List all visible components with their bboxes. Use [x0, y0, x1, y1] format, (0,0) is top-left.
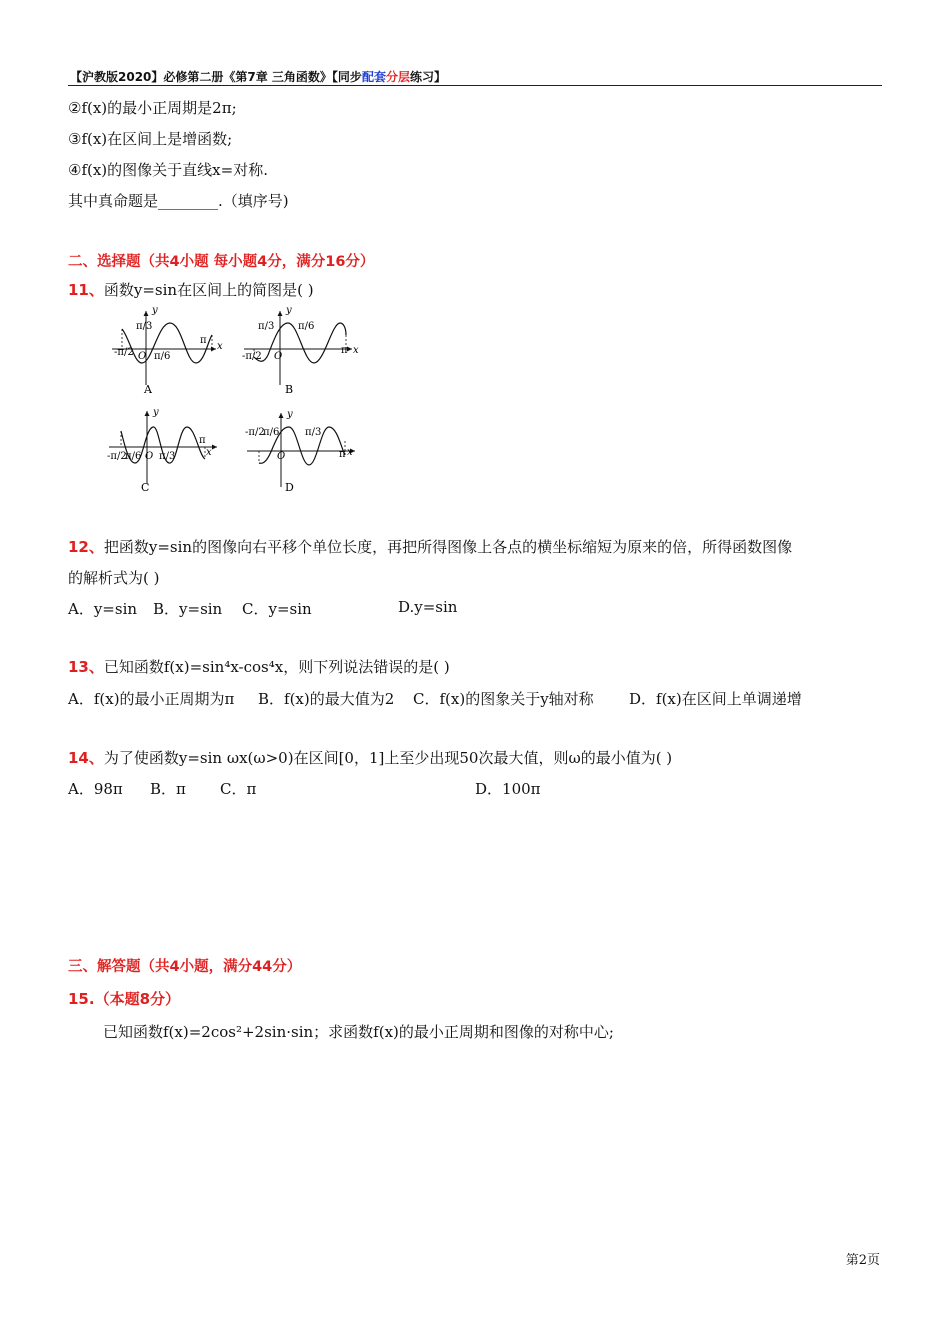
graph-caption: D	[285, 481, 294, 494]
y-axis-label: y	[287, 409, 293, 420]
q13-option-d: D．f(x)在区间上单调递增	[629, 690, 802, 708]
tick-label: π/3	[136, 321, 153, 332]
page-header: 【沪教版2020】必修第二册《第7章 三角函数》【同步配套分层练习】	[70, 70, 446, 84]
question-12-line2: 的解析式为( )	[68, 569, 160, 587]
q12-option-c: C．y=sin	[242, 600, 312, 618]
y-axis-label: y	[152, 305, 158, 316]
y-axis-label: y	[286, 305, 292, 316]
section-2-title: 二、选择题（共4小题 每小题4分，满分16分）	[68, 254, 375, 270]
origin-label: O	[274, 351, 283, 362]
tick-label: -π/2	[242, 351, 262, 362]
tick-label: π	[339, 449, 346, 460]
tick-label: π/3	[159, 451, 176, 462]
x-axis-label: x	[217, 341, 223, 352]
section-3-title: 三、解答题（共4小题，满分44分）	[68, 959, 302, 975]
statement-4: ④f(x)的图像关于直线x=对称.	[68, 161, 268, 179]
origin-label: O	[138, 351, 147, 362]
tick-label: -π/2	[245, 427, 265, 438]
q14-option-a: A．98π	[68, 780, 123, 798]
question-13: 13、已知函数f(x)=sin⁴x-cos⁴x，则下列说法错误的是( )	[68, 658, 450, 676]
q14-option-d: D．100π	[475, 780, 541, 798]
q13-option-b: B．f(x)的最大值为2	[258, 690, 395, 708]
graph-caption: C	[141, 481, 150, 494]
header-highlight-pei: 配套	[361, 70, 386, 84]
tick-label: π	[341, 345, 348, 356]
tick-label: π/3	[258, 321, 275, 332]
graph-b	[240, 305, 365, 401]
origin-label: O	[145, 451, 154, 462]
q13-option-c: C．f(x)的图象关于y轴对称	[413, 690, 594, 708]
header-highlight-fen: 分层	[385, 70, 410, 84]
x-axis-label: x	[347, 447, 353, 458]
q12-option-a: A．y=sin	[68, 600, 138, 618]
graph-caption: A	[144, 383, 152, 396]
question-15-text: 已知函数f(x)=2cos²+2sin·sin；求函数f(x)的最小正周期和图像的对称中心;	[103, 1023, 614, 1041]
graph-a	[108, 305, 228, 401]
question-15-number: 15.（本题8分）	[68, 990, 181, 1008]
tick-label: π	[199, 435, 206, 446]
graph-caption: B	[285, 383, 294, 396]
tick-label: π/6	[125, 451, 142, 462]
header-rule	[68, 85, 882, 86]
x-axis-label: x	[206, 447, 212, 458]
q14-option-b: B．π	[150, 780, 186, 798]
graph-d	[243, 407, 368, 503]
statement-2: ②f(x)的最小正周期是2π;	[68, 99, 237, 117]
tick-label: -π/2	[107, 451, 127, 462]
fill-blank-line: 其中真命题是________.（填序号)	[68, 192, 289, 210]
q12-option-b: B．y=sin	[153, 600, 223, 618]
graph-c	[105, 407, 230, 503]
tick-label: π	[200, 335, 207, 346]
tick-label: π/6	[298, 321, 315, 332]
tick-label: π/6	[263, 427, 280, 438]
q12-option-d: D.y=sin	[398, 598, 458, 616]
question-12: 12、把函数y=sin的图像向右平移个单位长度，再把所得图像上各点的横坐标缩短为原来的倍，所得函数图像	[68, 538, 793, 556]
question-14: 14、为了使函数y=sin ωx(ω>0)在区间[0，1]上至少出现50次最大值，则ω的最小值为( )	[68, 749, 673, 767]
statement-3: ③f(x)在区间上是增函数;	[68, 130, 233, 148]
y-axis-label: y	[153, 407, 159, 418]
page-number: 第2页	[845, 1253, 880, 1268]
q14-option-c: C．π	[220, 780, 257, 798]
x-axis-label: x	[353, 345, 359, 356]
q13-option-a: A．f(x)的最小正周期为π	[68, 690, 235, 708]
tick-label: π/3	[305, 427, 322, 438]
origin-label: O	[277, 451, 286, 462]
question-11: 11、函数y=sin在区间上的简图是( )	[68, 281, 314, 299]
tick-label: π/6	[154, 351, 171, 362]
tick-label: -π/2	[114, 347, 134, 358]
